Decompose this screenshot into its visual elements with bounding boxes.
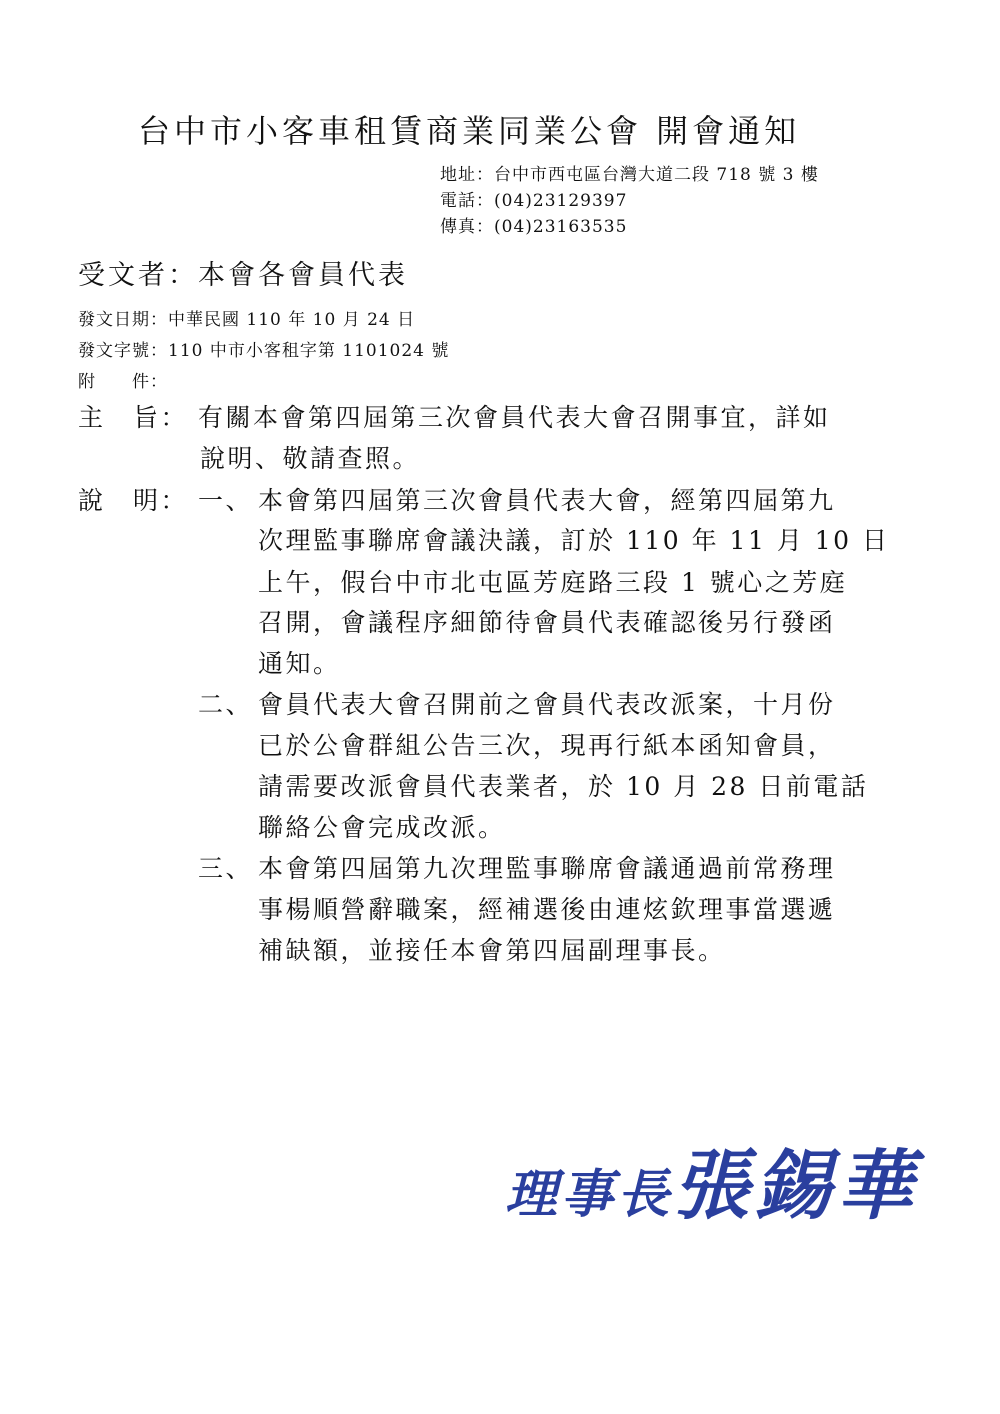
document-number: 發文字號：110 中市小客租字第 1101024 號 [78, 341, 450, 361]
subject-label: 主 旨： [78, 403, 189, 432]
item-line: 本會第四屆第九次理監事聯席會議通過前常務理 [258, 854, 836, 883]
chairman-signature [505, 1125, 919, 1234]
item-line: 本會第四屆第三次會員代表大會，經第四屆第九 [258, 486, 836, 515]
attachment-line: 附 件： [78, 372, 168, 392]
item-line: 請需要改派會員代表業者，於 10 月 28 日前電話 [258, 772, 869, 801]
item-line: 通知。 [258, 649, 341, 678]
item-line: 次理監事聯席會議決議，訂於 110 年 11 月 10 日 [258, 526, 890, 555]
item-line: 會員代表大會召開前之會員代表改派案，十月份 [258, 690, 836, 719]
item-line: 召開，會議程序細節待會員代表確認後另行發函 [258, 608, 836, 637]
fax-line: 傳真：(04)23163535 [440, 217, 628, 237]
document-title: 台中市小客車租賃商業同業公會 開會通知 [138, 112, 801, 150]
item-line: 已於公會群組公告三次，現再行紙本函知會員， [258, 731, 836, 760]
recipient-line: 受文者：本會各會員代表 [78, 260, 408, 291]
subject-line: 有關本會第四屆第三次會員代表大會召開事宜，詳如 [198, 403, 831, 432]
phone-line: 電話：(04)23129397 [440, 191, 628, 211]
explanation-label: 說 明： [78, 486, 189, 515]
item-line: 聯絡公會完成改派。 [258, 813, 506, 842]
item-number: 一、 [198, 486, 254, 515]
item-line: 事楊順營辭職案，經補選後由連炫欽理事當選遞 [258, 895, 836, 924]
item-line: 補缺額，並接任本會第四屆副理事長。 [258, 936, 726, 965]
item-number: 二、 [198, 690, 254, 719]
subject-line: 說明、敬請查照。 [200, 444, 421, 473]
issue-date: 發文日期：中華民國 110 年 10 月 24 日 [78, 310, 416, 330]
item-number: 三、 [198, 854, 254, 883]
address-line: 地址：台中市西屯區台灣大道二段 718 號 3 樓 [440, 165, 819, 185]
item-line: 上午，假台中市北屯區芳庭路三段 1 號心之芳庭 [258, 568, 848, 597]
signature-name: 張錫華 [673, 1141, 920, 1230]
signature-title: 理事長 [505, 1164, 674, 1225]
